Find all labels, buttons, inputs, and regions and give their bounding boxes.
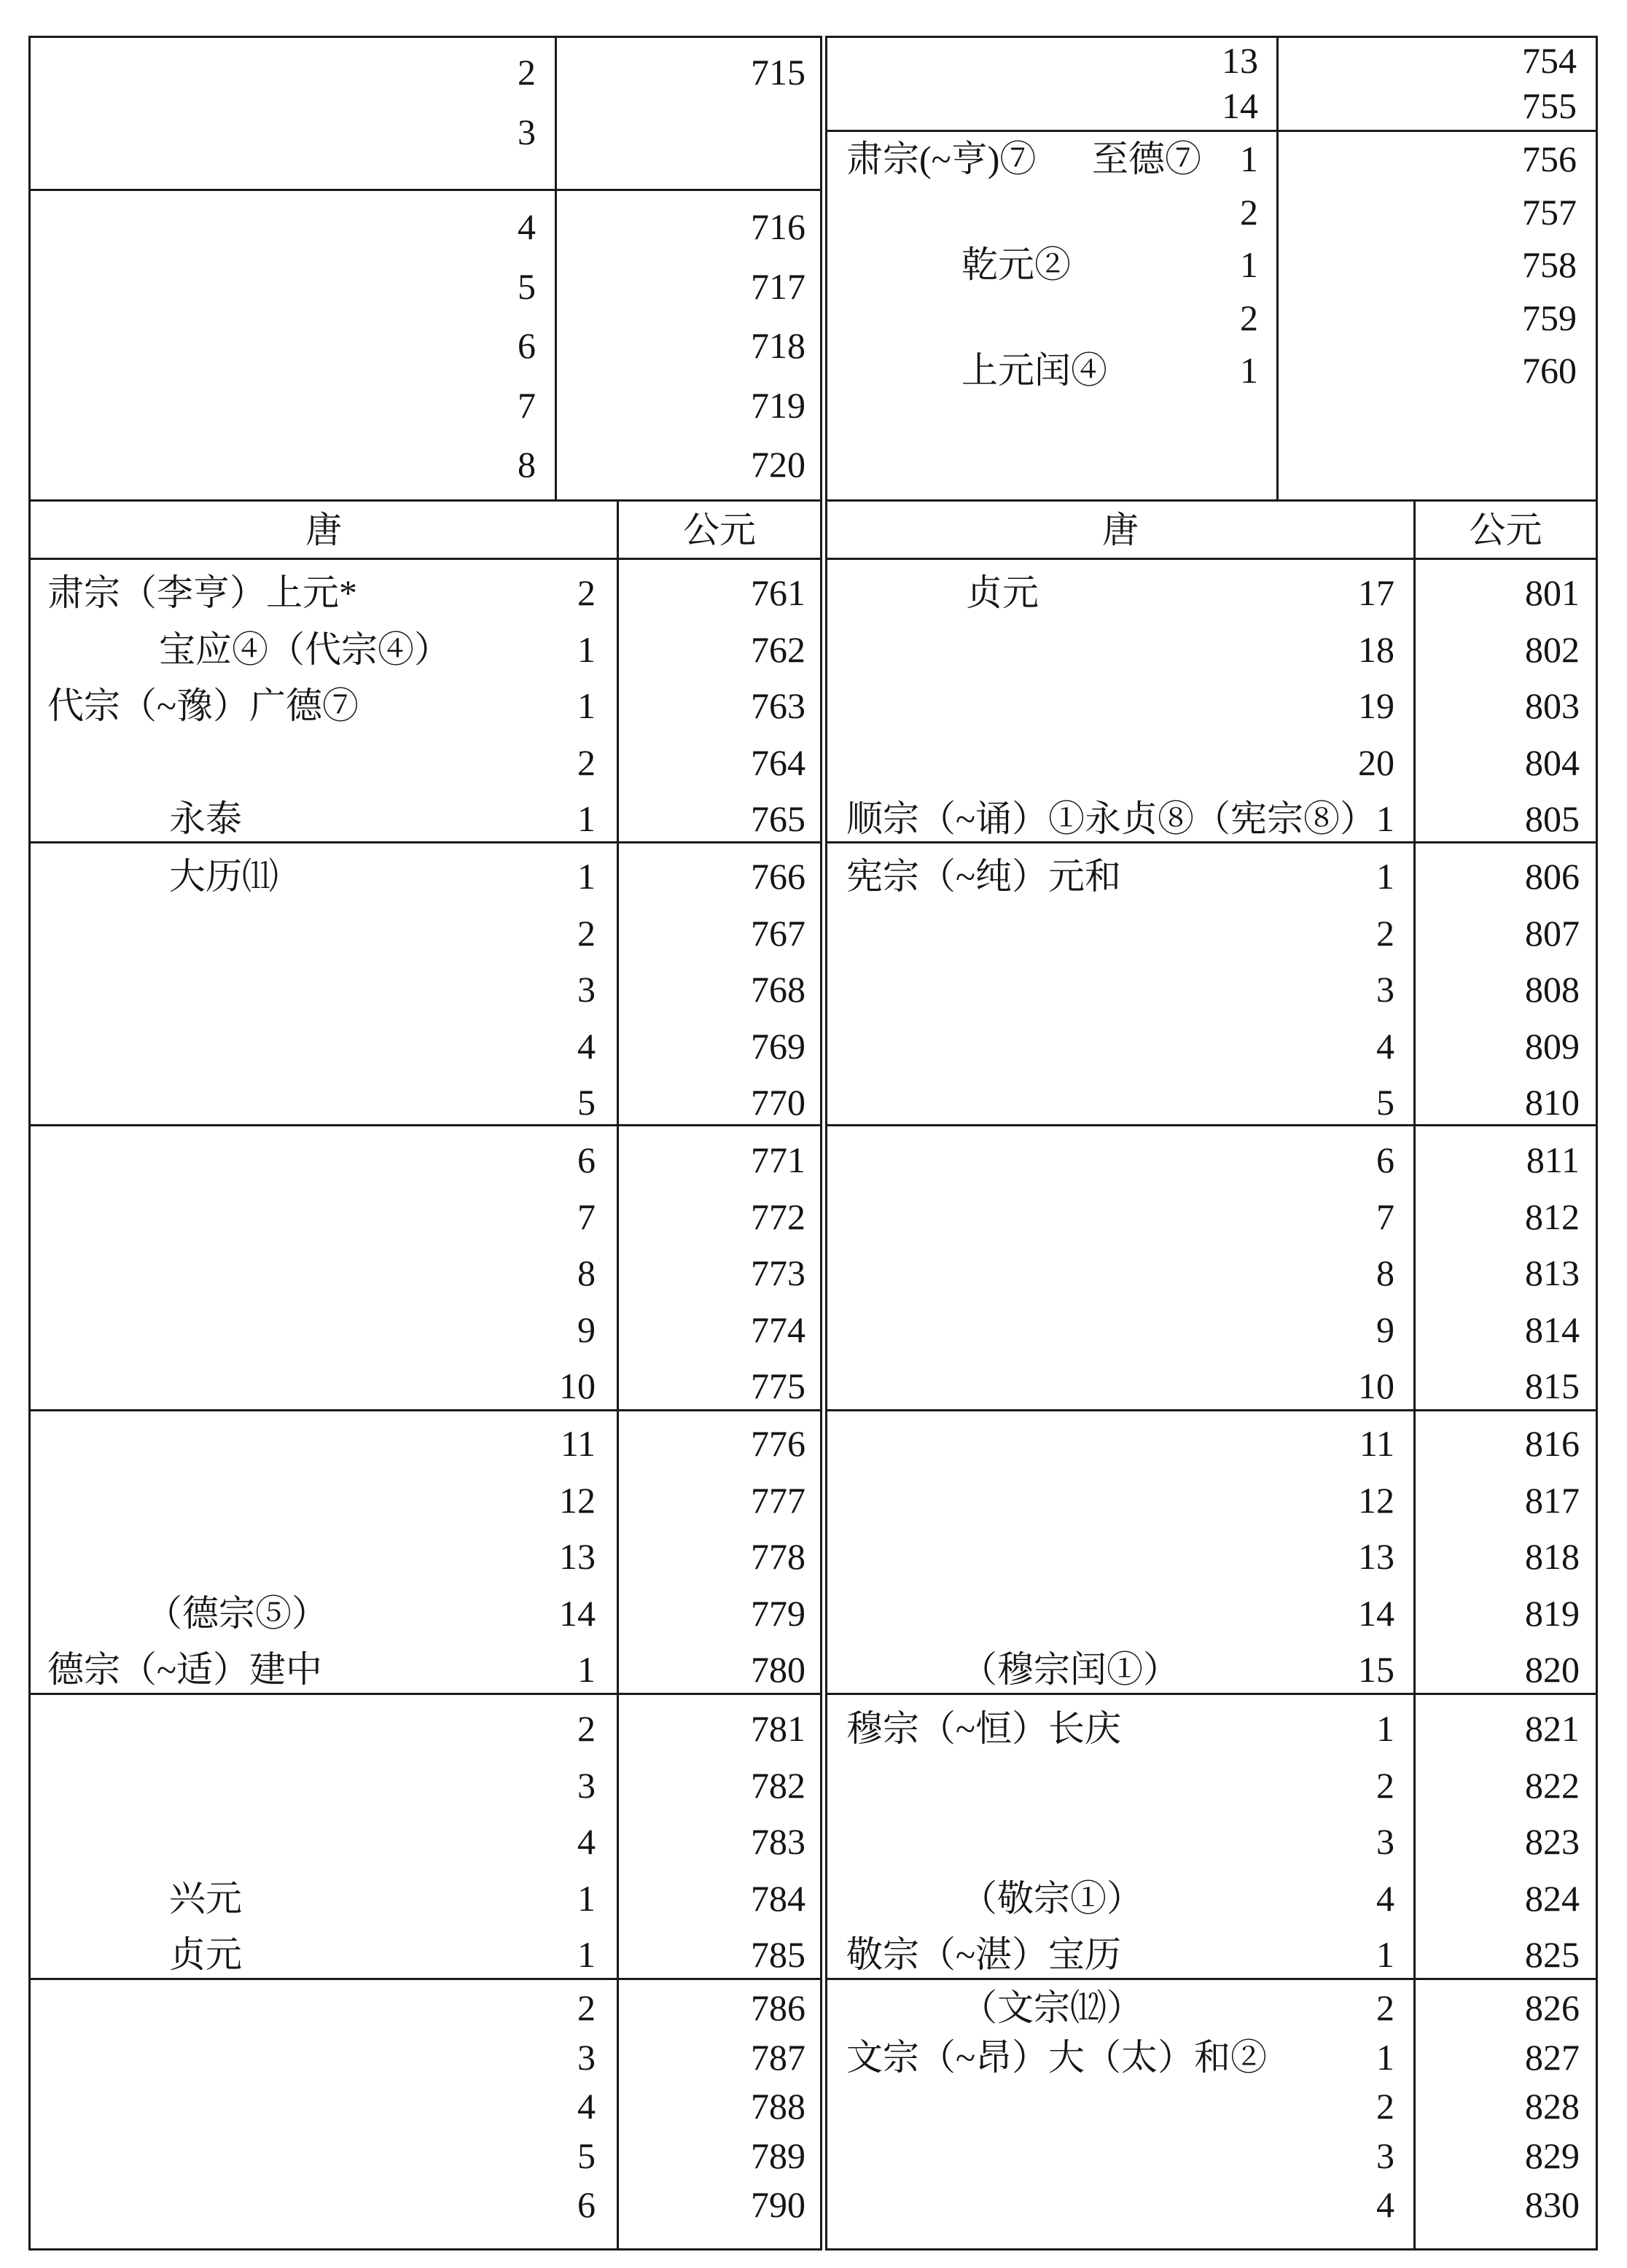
ad-year: 827: [1525, 2036, 1580, 2078]
reign-year: 2: [1376, 1987, 1394, 2028]
reign-year: 2: [1376, 1764, 1394, 1806]
table-row: [827, 1195, 1596, 1239]
reign-year: 8: [577, 1252, 596, 1293]
reign-name: 文宗（~昂）大（太）和②: [846, 2036, 1268, 2078]
row-group: [827, 560, 1596, 841]
table-row: [827, 628, 1596, 671]
table-row: [827, 1986, 1596, 2030]
ad-year: 808: [1525, 969, 1580, 1010]
reign-name: 顺宗（~诵）①永贞⑧（宪宗⑧）: [846, 798, 1377, 839]
ad-year: 773: [751, 1252, 805, 1293]
ad-year: 756: [1522, 139, 1577, 179]
reign-year: 2: [577, 741, 596, 783]
ad-year: 790: [751, 2184, 805, 2225]
table-row: [827, 2134, 1596, 2178]
emperor-name: 肃宗(~亨)⑦: [846, 139, 1037, 179]
table-row: [31, 1820, 820, 1863]
reign-year: 3: [577, 2036, 596, 2078]
table-row: [827, 1138, 1596, 1182]
table-row: [827, 1024, 1596, 1068]
row-group: [827, 1980, 1596, 2248]
ad-year: 803: [1525, 685, 1580, 726]
ad-year: 787: [751, 2036, 805, 2078]
row-group: [827, 1126, 1596, 1409]
reign-name: （德宗⑤）: [146, 1592, 328, 1634]
reign-year: 1: [1240, 244, 1258, 285]
ad-year: 772: [751, 1196, 805, 1237]
ad-year: 820: [1525, 1649, 1580, 1690]
ad-year: 788: [751, 2086, 805, 2127]
ad-year: 771: [751, 1139, 805, 1180]
reign-year: 19: [1358, 685, 1394, 726]
reign-name: 穆宗（~恒）长庆: [846, 1708, 1122, 1749]
ad-year: 716: [751, 206, 805, 247]
reign-year: 11: [1359, 1423, 1394, 1464]
table-row: [31, 1138, 820, 1182]
reign-year: 15: [1358, 1649, 1394, 1690]
ad-year: 766: [751, 856, 805, 897]
reign-year: 6: [518, 325, 536, 366]
reign-year: 3: [1376, 969, 1394, 1010]
ad-year: 760: [1522, 350, 1577, 391]
header-dynasty-right: 唐: [1102, 509, 1139, 550]
table-row: [31, 2035, 820, 2079]
ad-year: 812: [1525, 1196, 1580, 1237]
table-row: [827, 797, 1596, 841]
table-row: [827, 1764, 1596, 1807]
reign-year: 2: [577, 572, 596, 613]
table-row: [31, 684, 820, 728]
reign-year: 4: [577, 1025, 596, 1067]
ad-year: 802: [1525, 628, 1580, 670]
reign-name: 贞元: [169, 1934, 242, 1975]
reign-year: 1: [577, 1649, 596, 1690]
ad-year: 778: [751, 1536, 805, 1577]
reign-year: 1: [577, 798, 596, 839]
ad-year: 764: [751, 741, 805, 783]
table-row: [31, 443, 820, 486]
ad-year: 769: [751, 1025, 805, 1067]
reign-year: 2: [577, 1708, 596, 1749]
reign-year: 4: [1376, 1025, 1394, 1067]
table-row: [31, 854, 820, 898]
reign-year: 11: [560, 1423, 596, 1464]
ad-year: 825: [1525, 1934, 1580, 1975]
table-row: [31, 1764, 820, 1807]
reign-year: 1: [1376, 1934, 1394, 1975]
ad-year: 765: [751, 798, 805, 839]
era-name: 乾元②: [961, 244, 1071, 285]
table-row: [827, 1478, 1596, 1522]
ad-year: 776: [751, 1423, 805, 1464]
table-rule: [825, 2248, 1598, 2251]
row-group: [31, 38, 820, 189]
reign-year: 1: [577, 628, 596, 670]
ad-year: 821: [1525, 1708, 1580, 1749]
reign-year: 2: [518, 52, 536, 93]
ad-year: 780: [751, 1649, 805, 1690]
row-group: [827, 843, 1596, 1124]
table-row: [827, 39, 1596, 82]
table-row: [31, 1024, 820, 1068]
ad-year: 823: [1525, 1821, 1580, 1862]
reign-year: 2: [1376, 2086, 1394, 2127]
table-row: [827, 854, 1596, 898]
reign-year: 1: [1376, 1708, 1394, 1749]
reign-year: 7: [518, 384, 536, 426]
ad-year: 715: [751, 52, 805, 93]
reign-year: 3: [577, 1764, 596, 1806]
ad-year: 786: [751, 1987, 805, 2028]
ad-year: 807: [1525, 912, 1580, 954]
ad-year: 784: [751, 1877, 805, 1919]
table-row: [827, 2035, 1596, 2079]
reign-year: 3: [1376, 1821, 1394, 1862]
reign-year: 12: [559, 1479, 596, 1521]
ad-year: 815: [1525, 1365, 1580, 1406]
reign-year: 1: [577, 1934, 596, 1975]
table-row: [31, 110, 820, 154]
table-row: [31, 1308, 820, 1352]
ad-year: 782: [751, 1764, 805, 1806]
reign-name: 宝应④（代宗④）: [159, 628, 450, 670]
reign-year: 14: [559, 1592, 596, 1634]
reign-name: 敬宗（~湛）宝历: [846, 1934, 1122, 1975]
ad-year: 829: [1525, 2135, 1580, 2176]
table-row: [827, 2084, 1596, 2128]
reign-year: 5: [577, 1082, 596, 1123]
reign-name: （敬宗①）: [961, 1877, 1143, 1919]
reign-year: 1: [1376, 856, 1394, 897]
reign-year: 14: [1222, 85, 1258, 126]
reign-year: 8: [518, 444, 536, 485]
reign-year: 1: [1376, 798, 1394, 839]
ad-year: 774: [751, 1309, 805, 1350]
ad-year: 810: [1525, 1082, 1580, 1123]
row-group: [827, 38, 1596, 130]
reign-year: 6: [577, 2184, 596, 2225]
reign-year: 17: [1358, 572, 1394, 613]
header-ad-right: 公元: [1469, 509, 1542, 550]
table-row: [31, 1648, 820, 1691]
reign-year: 7: [1376, 1196, 1394, 1237]
reign-year: 14: [1358, 1592, 1394, 1634]
table-row: [31, 571, 820, 615]
reign-year: 7: [577, 1196, 596, 1237]
table-rule: [1596, 36, 1598, 2251]
table-row: [827, 1308, 1596, 1352]
reign-year: 8: [1376, 1252, 1394, 1293]
ad-year: 777: [751, 1479, 805, 1521]
table-row: [827, 190, 1596, 234]
reign-name: （文宗⑿）: [961, 1987, 1143, 2028]
ad-year: 816: [1525, 1423, 1580, 1464]
reign-year: 13: [559, 1536, 596, 1577]
era-name: 至德⑦: [1092, 139, 1201, 179]
table-row: [31, 741, 820, 784]
ad-year: 828: [1525, 2086, 1580, 2127]
ad-year: 785: [751, 1934, 805, 1975]
ad-year: 761: [751, 572, 805, 613]
reign-year: 5: [1376, 1082, 1394, 1123]
reign-year: 1: [577, 685, 596, 726]
table-row: [31, 1251, 820, 1295]
table-row: [31, 967, 820, 1011]
reign-year: 2: [1240, 297, 1258, 338]
reign-year: 4: [1376, 1877, 1394, 1919]
table-row: [827, 1591, 1596, 1635]
table-row: [31, 1707, 820, 1750]
table-row: [827, 243, 1596, 287]
ad-year: 826: [1525, 1987, 1580, 2028]
row-group: [827, 1695, 1596, 1978]
era-name: 上元闰④: [961, 350, 1107, 391]
reign-year: 5: [577, 2135, 596, 2176]
row-group: [827, 1411, 1596, 1693]
table-row: [827, 1080, 1596, 1124]
reign-name: 大历⑾: [169, 856, 278, 897]
table-row: [31, 1080, 820, 1124]
table-row: [827, 348, 1596, 392]
table-row: [31, 1591, 820, 1635]
ad-year: 779: [751, 1592, 805, 1634]
reign-name: 贞元: [966, 572, 1039, 613]
ad-year: 783: [751, 1821, 805, 1862]
reign-year: 4: [577, 1821, 596, 1862]
table-rule: [820, 36, 822, 2251]
ad-year: 781: [751, 1708, 805, 1749]
row-group: [31, 1411, 820, 1693]
ad-year: 806: [1525, 856, 1580, 897]
ad-year: 768: [751, 969, 805, 1010]
reign-year: 3: [518, 112, 536, 152]
ad-year: 801: [1525, 572, 1580, 613]
reign-year: 4: [518, 206, 536, 247]
reign-year: 1: [1376, 2036, 1394, 2078]
reign-year: 6: [577, 1139, 596, 1180]
table-row: [827, 84, 1596, 128]
ad-year: 759: [1522, 297, 1577, 338]
table-row: [31, 1364, 820, 1408]
reign-year: 9: [1376, 1309, 1394, 1350]
table-row: [827, 137, 1596, 181]
reign-name: （穆宗闰①）: [961, 1649, 1179, 1690]
ad-year: 809: [1525, 1025, 1580, 1067]
table-row: [31, 911, 820, 955]
ad-year: 817: [1525, 1479, 1580, 1521]
header-ad-left: 公元: [683, 509, 756, 550]
table-row: [31, 205, 820, 249]
reign-name: 宪宗（~纯）元和: [846, 856, 1122, 897]
table-row: [827, 1648, 1596, 1691]
ad-year: 822: [1525, 1764, 1580, 1806]
ad-year: 770: [751, 1082, 805, 1123]
table-row: [827, 1535, 1596, 1578]
table-row: [827, 684, 1596, 728]
ad-year: 718: [751, 325, 805, 366]
table-row: [827, 911, 1596, 955]
table-row: [827, 1820, 1596, 1863]
table-row: [827, 571, 1596, 615]
ad-year: 763: [751, 685, 805, 726]
row-group: [31, 843, 820, 1124]
ad-year: 789: [751, 2135, 805, 2176]
reign-year: 4: [1376, 2184, 1394, 2225]
row-group: [31, 1980, 820, 2248]
table-row: [827, 1707, 1596, 1750]
reign-year: 20: [1358, 741, 1394, 783]
reign-year: 13: [1358, 1536, 1394, 1577]
table-row: [31, 1195, 820, 1239]
header-dynasty-left: 唐: [305, 509, 342, 550]
reign-year: 1: [577, 1877, 596, 1919]
reign-name: 代宗（~豫）广德⑦: [47, 685, 359, 726]
table-row: [827, 741, 1596, 784]
ad-year: 811: [1526, 1139, 1580, 1180]
ad-year: 824: [1525, 1877, 1580, 1919]
table-row: [31, 1422, 820, 1465]
ad-year: 818: [1525, 1536, 1580, 1577]
table-row: [31, 383, 820, 427]
ad-year: 819: [1525, 1592, 1580, 1634]
table-row: [827, 967, 1596, 1011]
ad-year: 775: [751, 1365, 805, 1406]
table-row: [31, 797, 820, 841]
reign-name: 肃宗（李亨）上元*: [47, 572, 357, 613]
row-group: [827, 132, 1596, 499]
ad-year: 720: [751, 444, 805, 485]
table-row: [31, 1933, 820, 1976]
table-row: [31, 1986, 820, 2030]
table-row: [31, 2084, 820, 2128]
table-row: [827, 296, 1596, 340]
reign-year: 2: [1376, 912, 1394, 954]
ad-year: 717: [751, 265, 805, 307]
ad-year: 719: [751, 384, 805, 426]
ad-year: 804: [1525, 741, 1580, 783]
ad-year: 754: [1522, 40, 1577, 81]
reign-year: 10: [559, 1365, 596, 1406]
ad-year: 767: [751, 912, 805, 954]
reign-year: 3: [1376, 2135, 1394, 2176]
reign-year: 10: [1358, 1365, 1394, 1406]
ad-year: 805: [1525, 798, 1580, 839]
ad-year: 830: [1525, 2184, 1580, 2225]
row-group: [31, 1695, 820, 1978]
reign-year: 13: [1222, 40, 1258, 81]
reign-year: 5: [518, 265, 536, 307]
table-row: [31, 324, 820, 367]
table-row: [827, 1364, 1596, 1408]
reign-year: 2: [1240, 191, 1258, 233]
table-row: [31, 50, 820, 94]
table-row: [31, 1478, 820, 1522]
table-row: [31, 1877, 820, 1920]
ad-year: 757: [1522, 191, 1577, 233]
reign-year: 3: [577, 969, 596, 1010]
reign-year: 9: [577, 1309, 596, 1350]
ad-year: 762: [751, 628, 805, 670]
reign-year: 1: [1240, 350, 1258, 391]
row-group: [31, 1126, 820, 1409]
reign-name: 兴元: [169, 1877, 242, 1919]
reign-year: 4: [577, 2086, 596, 2127]
table-row: [31, 1535, 820, 1578]
table-rule: [28, 2248, 822, 2251]
ad-year: 813: [1525, 1252, 1580, 1293]
ad-year: 814: [1525, 1309, 1580, 1350]
reign-year: 2: [577, 1987, 596, 2028]
reign-name: 永泰: [169, 798, 242, 839]
table-row: [31, 2183, 820, 2226]
ad-year: 755: [1522, 85, 1577, 126]
reign-year: 1: [577, 856, 596, 897]
table-row: [31, 2134, 820, 2178]
table-row: [827, 2183, 1596, 2226]
reign-year: 1: [1240, 139, 1258, 179]
table-row: [827, 1933, 1596, 1976]
table-row: [827, 1877, 1596, 1920]
reign-year: 2: [577, 912, 596, 954]
table-row: [31, 265, 820, 308]
reign-year: 6: [1376, 1139, 1394, 1180]
table-row: [31, 628, 820, 671]
row-group: [31, 560, 820, 841]
reign-year: 12: [1358, 1479, 1394, 1521]
row-group: [31, 191, 820, 499]
table-row: [827, 1422, 1596, 1465]
ad-year: 758: [1522, 244, 1577, 285]
reign-year: 18: [1358, 628, 1394, 670]
reign-name: 德宗（~适）建中: [47, 1649, 323, 1690]
table-row: [827, 1251, 1596, 1295]
